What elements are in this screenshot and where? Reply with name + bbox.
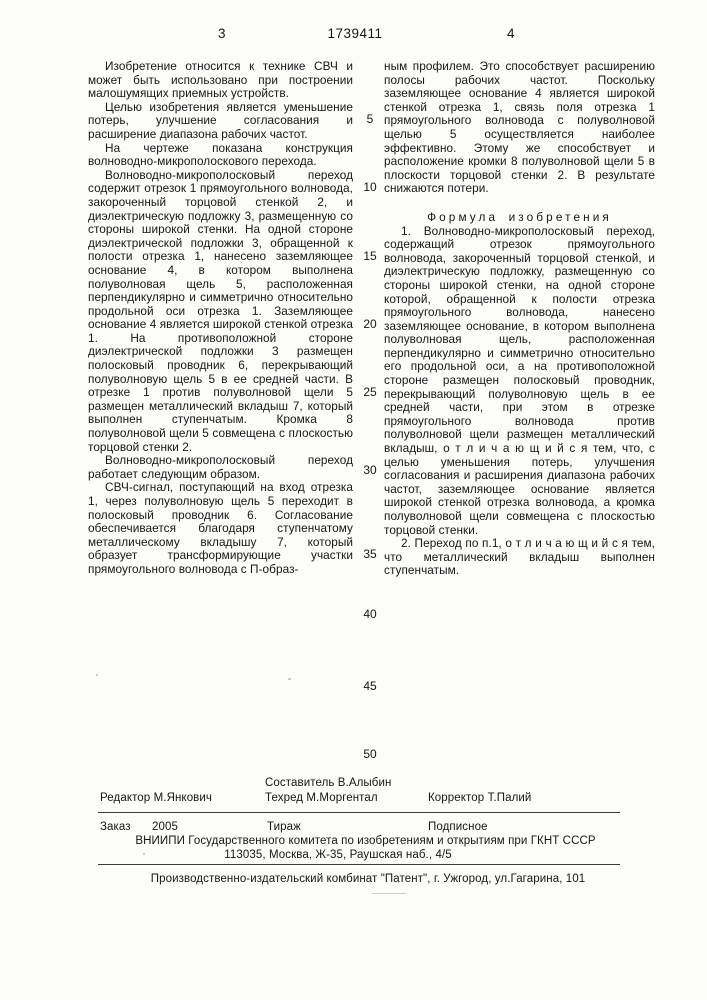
footer-techred: Техред М.Моргентал [265, 792, 378, 804]
paragraph-goal: Целью изобретения является уменьшение потерь, улучшение согласования и расширение диапазона рабочих частот. [88, 99, 353, 141]
paragraph-intro: Изобретение относится к технике СВЧ и может быть использовано при построении малошумящих приемных устройств. [88, 59, 353, 101]
line-number-15: 15 [363, 249, 377, 263]
scan-speck [288, 678, 291, 680]
scan-speck [96, 674, 98, 676]
line-number-40: 40 [363, 607, 377, 621]
line-number-35: 35 [363, 547, 377, 561]
left-column [88, 60, 353, 577]
footer-order-number: 2005 [152, 821, 178, 833]
line-number-30: 30 [363, 463, 377, 477]
line-number-20: 20 [363, 317, 377, 331]
footer-divider-bottom [98, 864, 620, 865]
line-number-5: 5 [366, 112, 374, 126]
footer-print-run-label: Тираж [267, 821, 301, 833]
line-number-45: 45 [363, 679, 377, 693]
claim-1: 1. Волноводно-микрополосковый переход, содержащий отрезок прямоугольного волновода, закороченный торцовой стенкой, и диэлектрическую подложку, размещенную со стороны широкой стенки, на одной стороне которой, обращенной к полости отрезка прямоугольного волновода, нанесено заземляющее основание, в котором выполнена полуволновая щель, расположенная перпендикулярно и симметрично относительно его продольной оси, а на противоположной стороне размещен полосковый проводник, перекрывающий полуволновую щель в ее средней части, при этом в отрезке прямоугольного волновода против полуволновой щели размещен металлический вкладыш, о т л и ч а ю щ и й с я тем, что, с целью уменьшения потерь, улучшения согласования и расширения диапазона рабочих частот, заземляющее основание является широкой стенкой отрезка волновода, а кромка полуволновой щели совмещена с плоскостью торцовой стенки. [384, 223, 655, 537]
footer-corrector: Корректор Т.Палий [428, 792, 532, 804]
paragraph-construction: Волноводно-микрополосковый переход содержит отрезок 1 прямоугольного волновода, закороченный торцовой стенкой 2, и диэлектрическую подложку 3, размещенную со стороны широкой стенки. На одной стороне диэлектрической подложки 3, обращенной к полости отрезка 1, нанесено заземляющее основание 4, в котором выполнена полуволновая щель 5, расположенная перпендикулярно и симметрично относительно продольной оси отрезка 1. Заземляющее основание 4 является широкой стенкой отрезка 1. На противоположной стороне диэлектрической подложки 3 размещен полосковый проводник 6, перекрывающий полуволновую щель 5 в ее средней части. В отрезке 1 против полуволновой щели 5 размещен металлический вкладыш 7, который выполнен ступенчатым. Кромка 8 полуволновой щели 5 совмещена с плоскостью торцовой стенки 2. [88, 167, 353, 454]
footer-organization: ВНИИПИ Государственного комитета по изобретениям и открытиям при ГКНТ СССР [135, 835, 596, 847]
footer-editor: Редактор М.Янкович [100, 792, 213, 804]
line-number-25: 25 [363, 385, 377, 399]
formula-heading: Формула изобретения [427, 209, 612, 224]
patent-number: 1739411 [327, 26, 383, 41]
footer-subscription-label: Подписное [428, 821, 488, 833]
paragraph-operation: СВЧ-сигнал, поступающий на вход отрезка 1, через полуволновую щель 5 переходит в полосковый проводник 6. Согласование обеспечивается благодаря ступенчатому металлическому вкладышу 7, который образует трансформирующие участки прямоугольного волновода с П-образ- [88, 480, 353, 576]
footer-address: 113035, Москва, Ж-35, Раушская наб., 4/5 [224, 849, 452, 861]
footer-divider-top [98, 812, 620, 813]
footer-publisher: Производственно-издательский комбинат "Патент", г. Ужгород, ул.Гагарина, 101 [150, 873, 586, 885]
right-column [384, 60, 655, 578]
footer-compiler: Составитель В.Алыбин [265, 777, 392, 789]
paragraph-drawing-ref: На чертеже показана конструкция волноводно-микрополоскового перехода. [88, 140, 353, 169]
scan-speck [143, 853, 145, 855]
claim-2: 2. Переход по п.1, о т л и ч а ю щ и й с я тем, что металлический вкладыш выполнен ступенчатым. [384, 536, 655, 578]
line-number-10: 10 [363, 180, 377, 194]
paragraph-operation-intro: Волноводно-микрополосковый переход работает следующим образом. [88, 453, 353, 481]
line-number-50: 50 [363, 747, 377, 761]
paragraph-continuation: ным профилем. Это способствует расширению полосы рабочих частот. Поскольку заземляющее основание 4 является широкой стенкой отрезка 1, связь поля отрезка 1 прямоугольного волновода с полуволновой щелью 5 осуществляется наиболее эффективно. Этому же способствует и расположение кромки 8 полуволновой щели 5 в плоскости торцовой стенки 2. В результате снижаются потери. [384, 59, 655, 196]
scan-speck [372, 893, 406, 894]
page-number-right: 4 [506, 26, 515, 41]
footer-order-label: Заказ [100, 821, 131, 833]
page-number-left: 3 [217, 26, 226, 41]
